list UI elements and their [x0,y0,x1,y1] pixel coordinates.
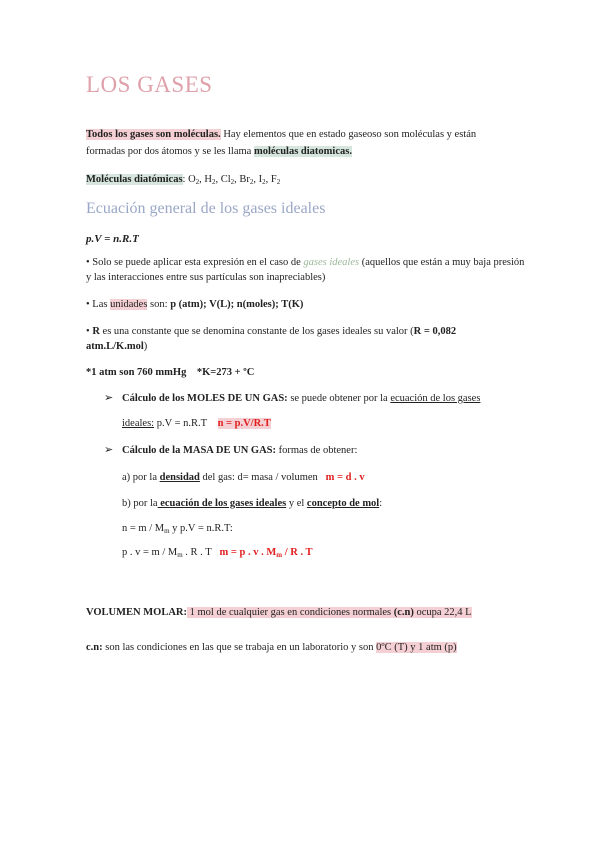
gases-ideales-highlight: gases ideales [303,257,360,268]
masa-eq-1 [122,522,233,538]
densidad: densidad [159,472,200,483]
r-value: R = 0,082 [413,326,457,337]
volumen-molar-text: 1 mol de cualquier gas en condiciones normales [187,607,394,618]
moles-ideales: ideales: [122,418,155,429]
bullet-2 [86,298,303,312]
masa-b-underlined: ecuación de los gases ideales [157,498,287,509]
masa-result-end: / R . T [282,547,313,558]
intro-line-2 [86,145,352,159]
masa-b-line [122,497,382,511]
intro-text: Hay elementos que en estado gaseoso son moléculas y están [220,129,477,140]
section-heading: Ecuación general de los gases ideales [86,200,326,217]
bullet3-prefix: • [86,326,93,337]
eq1-sub: m [164,527,170,535]
atm-conversion: *1 atm son 760 mmHg [86,367,187,378]
cn-values: 0ºC (T) y 1 atm (p) [376,642,457,653]
intro-highlight: Todos los gases son moléculas. [86,129,221,140]
masa-a-text: del gas: d= masa / volumen [199,472,318,483]
r-units: atm.L/K.mol [86,341,144,352]
r-symbol: R [92,326,100,337]
masa-a-result: m = d . v [325,472,365,483]
volumen-molar-highlight [187,607,472,618]
eq2: p . v = m / M [122,547,178,558]
masa-b-prefix: b) por la [122,498,158,509]
bullet-3-line-1 [86,325,456,339]
masa-a-prefix: a) por la [122,472,160,483]
masa-line-1 [122,444,357,458]
bullet1-suffix: (aquellos que están a muy baja presión [359,257,525,268]
cn-abbrev: (c.n) [393,607,414,618]
masa-title: Cálculo de la MASA DE UN GAS: [122,445,277,456]
arrow-icon: ➢ [104,392,114,404]
units-list: p (atm); V(L); n(moles); T(K) [170,299,304,310]
cn-definition-line [86,641,457,655]
arrow-icon: ➢ [104,444,114,456]
masa-result-sub: m [276,551,283,559]
moles-formula: p.V = n.R.T [154,418,208,429]
masa-b-mid: y el [286,498,307,509]
bullet-1-line-1 [86,256,524,270]
moles-result: n = p.V/R.T [217,418,271,429]
volumen-molar-post: ocupa 22,4 L [413,607,472,618]
moles-line-2 [122,417,271,431]
cn-label: c.n: [86,642,103,653]
intro-line2-text: formadas por dos átomos y se les llama [86,146,254,157]
volumen-molar-line [86,606,472,620]
bullet1-prefix: • Solo se puede aplicar esta expresión en el caso de [86,257,304,268]
eq2-rest: . R . T [182,547,212,558]
intro-line-1 [86,128,476,142]
ideal-gas-formula: p.V = n.R.T [86,233,139,245]
moles-title: Cálculo de los MOLES DE UN GAS: [122,393,288,404]
masa-eq-2 [122,546,313,562]
diatomic-label: Moléculas diatómicas [86,174,183,185]
bullet-1-line-2: y las interacciones entre sus partículas son inapreciables) [86,272,326,283]
moles-text: se puede obtener por la [287,393,391,404]
bullet-3-line-2 [86,340,147,354]
masa-text: formas de obtener: [276,445,358,456]
masa-result: m = p . v . M [219,547,277,558]
bullet3-text: es una constante que se denomina constante de los gases ideales su valor ( [99,326,414,337]
cn-text: son las condiciones en las que se trabaja en un laboratorio y son [102,642,377,653]
eq1: n = m / M [122,523,165,534]
page-title: LOS GASES [86,72,213,97]
moles-underlined: ecuación de los gases [390,393,481,404]
unidades-highlight: unidades [110,299,148,310]
conversions-line [86,366,254,380]
kelvin-conversion: *K=273 + ºC [196,367,255,378]
eq1-rest: y p.V = n.R.T: [169,523,233,534]
concepto-mol: concepto de mol [306,498,380,509]
diatomic-formulas: : $O_2$, $H_2$, $Cl_2$, $Br_2$, $I_2$, $F_2$ [182,174,281,186]
r-units-end: ) [143,341,148,352]
diatomic-line [86,173,280,189]
volumen-molar-label: VOLUMEN MOLAR: [86,607,187,618]
moles-line-1 [122,392,480,406]
bullet2-prefix: • Las [86,299,111,310]
masa-a-line [122,471,365,485]
eq2-sub: m [177,551,183,559]
masa-b-end: : [379,498,383,509]
diatomic-highlight: moléculas diatomicas. [253,146,352,157]
bullet2-suffix: son: [147,299,171,310]
